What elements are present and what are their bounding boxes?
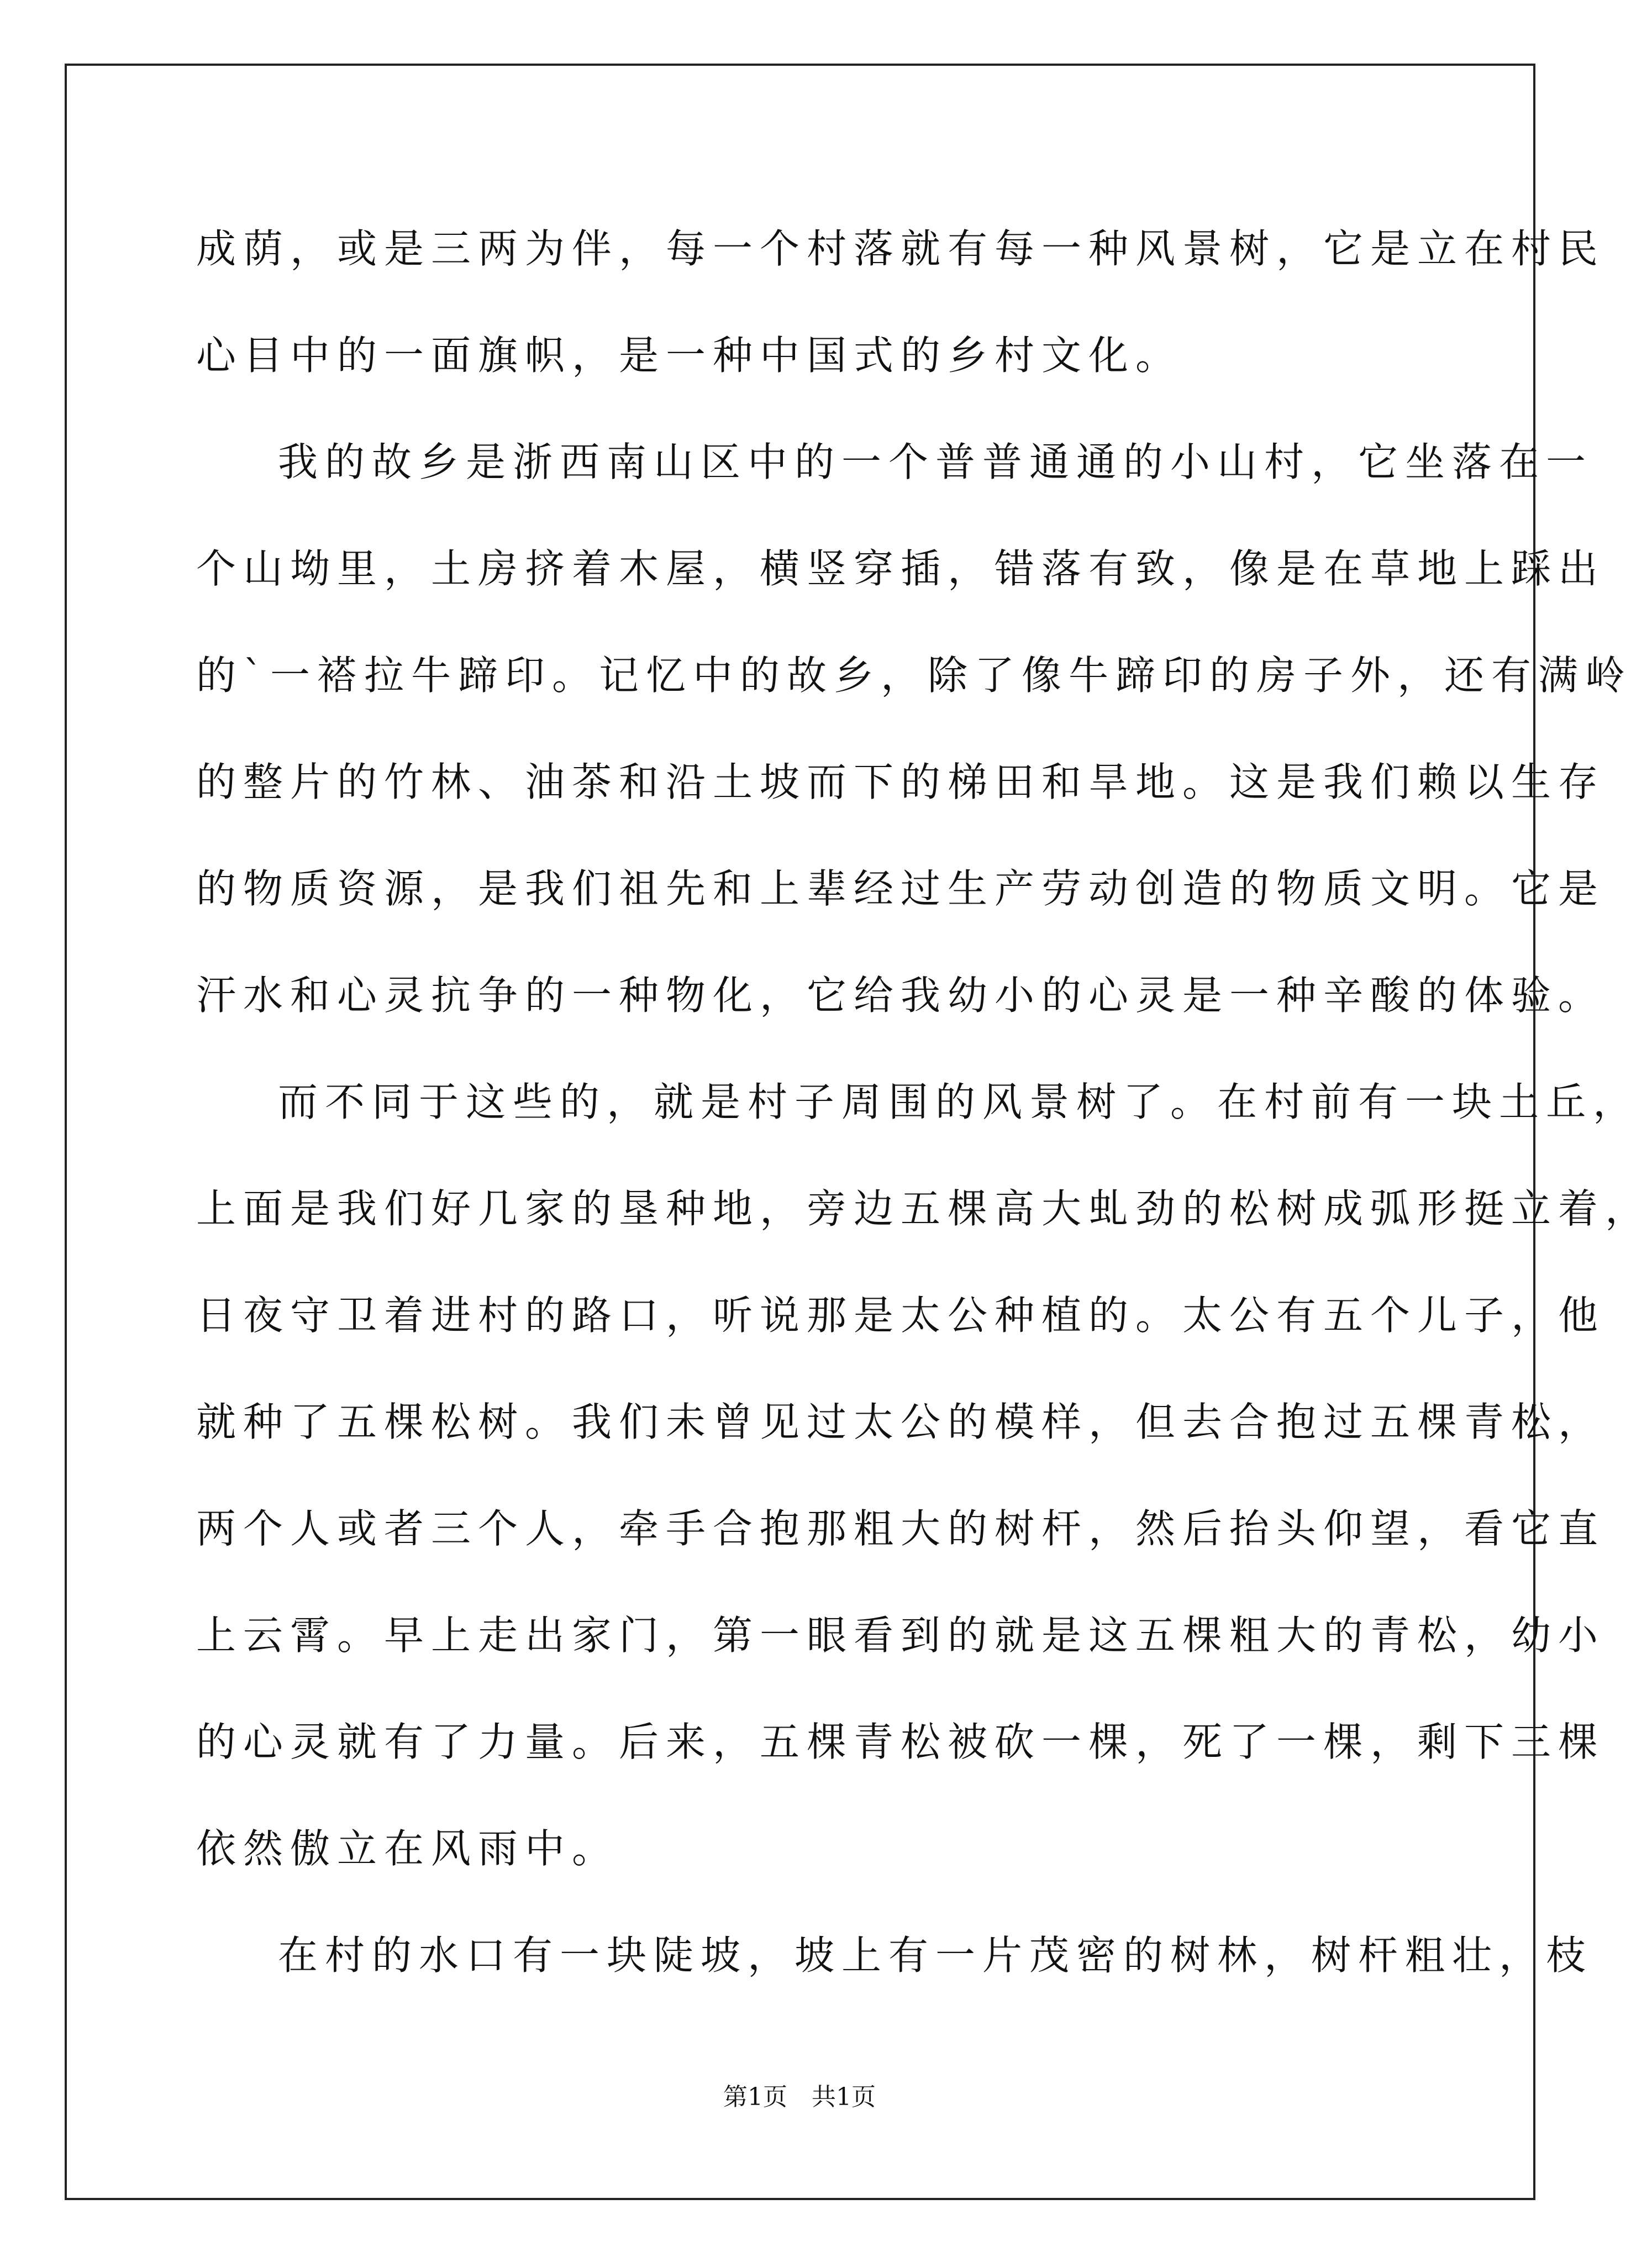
paragraph-start-line: 而不同于这些的，就是村子周围的风景树了。在村前有一块土丘，: [278, 1079, 1640, 1125]
text-line: 上面是我们好几家的垦种地，旁边五棵高大虬劲的松树成弧形挺立着，: [196, 1185, 1652, 1232]
text-line: 上云霄。早上走出家门，第一眼看到的就是这五棵粗大的青松，幼小: [196, 1612, 1606, 1659]
document-body: [196, 216, 1652, 2029]
text-line: 心目中的一面旗帜，是一种中国式的乡村文化。: [196, 332, 1183, 379]
paragraph-start-line: 在村的水口有一块陡坡，坡上有一片茂密的树林，树杆粗壮，枝: [278, 1932, 1593, 1978]
text-line: 的整片的竹林、油茶和沿土坡而下的梯田和旱地。这是我们赖以生存: [196, 759, 1606, 805]
text-line: 日夜守卫着进村的路口，听说那是太公种植的。太公有五个儿子，他: [196, 1292, 1606, 1339]
text-line: 汗水和心灵抗争的一种物化，它给我幼小的心灵是一种辛酸的体验。: [196, 972, 1606, 1019]
text-line: 成荫，或是三两为伴，每一个村落就有每一种风景树，它是立在村民: [196, 225, 1606, 272]
text-line: 就种了五棵松树。我们未曾见过太公的模样，但去合抱过五棵青松，: [196, 1399, 1606, 1445]
text-line: 的心灵就有了力量。后来，五棵青松被砍一棵，死了一棵，剩下三棵: [196, 1719, 1606, 1765]
text-line: 个山坳里，土房挤着木屋，横竖穿插，错落有致，像是在草地上踩出: [196, 545, 1606, 592]
page-footer: 第1页 共1页: [723, 2083, 876, 2111]
text-line: 两个人或者三个人，牵手合抱那粗大的树杆，然后抬头仰望，看它直: [196, 1505, 1606, 1552]
text-line: 的`一褡拉牛蹄印。记忆中的故乡，除了像牛蹄印的房子外，还有满岭: [196, 652, 1633, 699]
text-line: 的物质资源，是我们祖先和上辈经过生产劳动创造的物质文明。它是: [196, 865, 1606, 912]
paragraph-start-line: 我的故乡是浙西南山区中的一个普普通通的小山村，它坐落在一: [278, 439, 1593, 485]
text-line: 依然傲立在风雨中。: [196, 1825, 619, 1872]
